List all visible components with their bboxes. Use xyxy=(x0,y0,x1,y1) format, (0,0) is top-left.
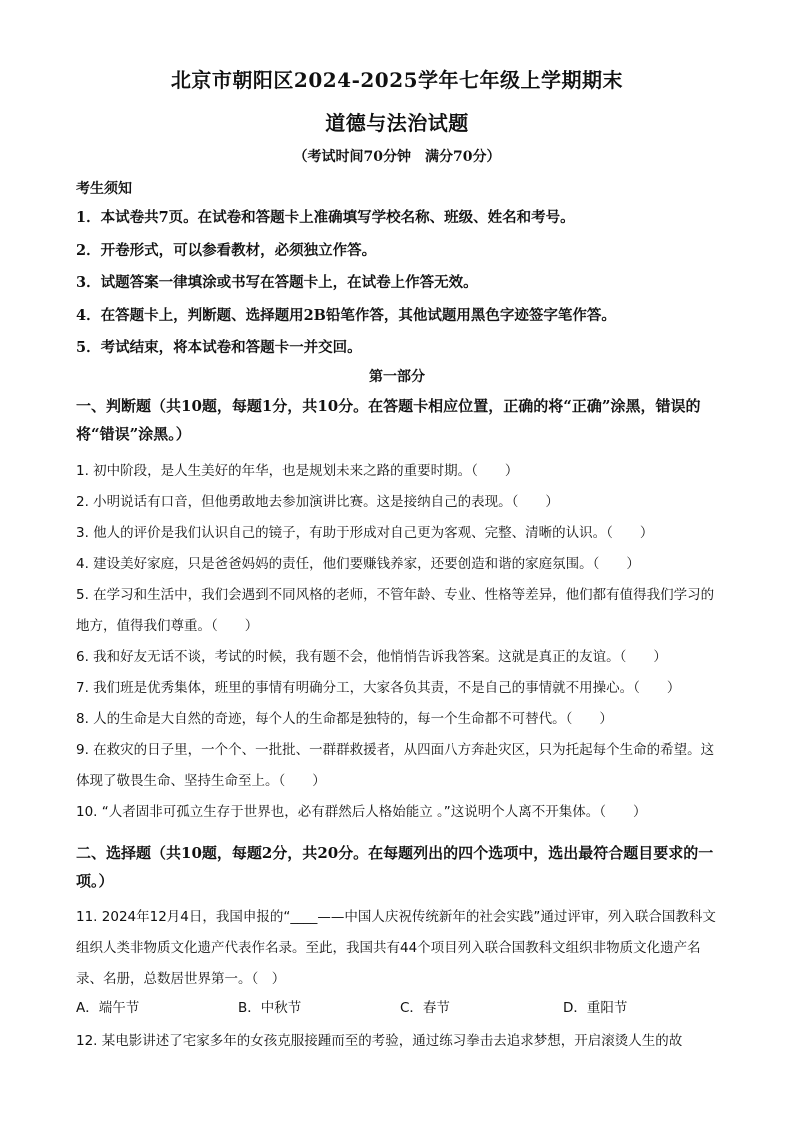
exam-title: 北京市朝阳区2024-2025学年七年级上学期期末 xyxy=(170,68,624,92)
exam-info: （考试时间70分钟 满分70分） xyxy=(293,149,501,165)
option-a: A．端午节 xyxy=(76,1000,140,1016)
question-item: 10. “人者固非可孤立生存于世界也，必有群然后人格始能立 。”这说明个人离不开集体。（ ） xyxy=(76,804,647,820)
question-item: 6. 我和好友无话不谈，考试的时候，我有题不会，他悄悄告诉我答案。这就是真正的友谊。（ ） xyxy=(76,649,667,665)
question-item: 9. 在救灾的日子里，一个个、一批批、一群群救援者，从四面八方奔赴灾区，只为托起每个生命的希望。这体现了敬畏生命、坚持生命至上。（ ） xyxy=(76,742,715,789)
question-item: 5. 在学习和生活中，我们会遇到不同风格的老师，不管年龄、专业、性格等差异，他们都有值得我们学习的地方，值得我们尊重。（ ） xyxy=(76,587,715,634)
notice-heading: 考生须知 xyxy=(76,181,132,197)
question-item: 7. 我们班是优秀集体，班里的事情有明确分工，大家各负其责，不是自己的事情就不用操心。（ ） xyxy=(76,680,681,696)
part-heading: 第一部分 xyxy=(369,369,425,385)
judgment-questions xyxy=(76,456,724,828)
option-d: D．重阳节 xyxy=(563,1000,628,1016)
question-item: 4. 建设美好家庭，只是爸爸妈妈的责任，他们要赚钱养家，还要创造和谐的家庭氛围。（ ） xyxy=(76,556,640,572)
notice-item: 4．在答题卡上，判断题、选择题用2B铅笔作答，其他试题用黑色字迹签字笔作答。 xyxy=(76,306,616,324)
option-b: B．中秋节 xyxy=(238,1000,302,1016)
section2-title: 二、选择题（共10题，每题2分，共20分。在每题列出的四个选项中，选出最符合题目要求的一项。） xyxy=(76,844,714,890)
notice-item: 3．试题答案一律填涂或书写在答题卡上，在试卷上作答无效。 xyxy=(76,274,478,291)
question-11: 11. 2024年12月4日，我国申报的“____——中国人庆祝传统新年的社会实践”通过评审，列入联合国教科文组织人类非物质文化遗产代表作名录。至此，我国共有44个项目列入联合国教科文组织非物质文化遗产名录、名册，总数居世界第一。（ ） xyxy=(76,909,716,987)
question-12: 12. 某电影讲述了宅家多年的女孩克服接踵而至的考验，通过练习拳击去追求梦想，开启滚烫人生的故 xyxy=(76,1033,683,1049)
notice-item: 1．本试卷共7页。在试卷和答题卡上准确填写学校名称、班级、姓名和考号。 xyxy=(76,209,575,226)
notice-list xyxy=(76,208,736,371)
question-item: 3. 他人的评价是我们认识自己的镜子，有助于形成对自己更为客观、完整、清晰的认识。（ ） xyxy=(76,525,654,541)
question-item: 8. 人的生命是大自然的奇迹，每个人的生命都是独特的，每一个生命都不可替代。（ ） xyxy=(76,711,613,727)
notice-item: 5．考试结束，将本试卷和答题卡一并交回。 xyxy=(76,339,362,356)
question-item: 2. 小明说话有口音，但他勇敢地去参加演讲比赛。这是接纳自己的表现。（ ） xyxy=(76,494,559,510)
option-c: C．春节 xyxy=(400,1000,450,1016)
notice-item: 2．开卷形式，可以参看教材，必须独立作答。 xyxy=(76,241,377,259)
question-item: 1. 初中阶段，是人生美好的年华，也是规划未来之路的重要时期。（ ） xyxy=(76,463,519,479)
exam-subject: 道德与法治试题 xyxy=(325,111,469,135)
section1-title: 一、判断题（共10题，每题1分，共10分。在答题卡相应位置，正确的将“正确”涂黑，错误的将“错误”涂黑。） xyxy=(76,397,701,443)
question-11-options xyxy=(76,996,724,1020)
